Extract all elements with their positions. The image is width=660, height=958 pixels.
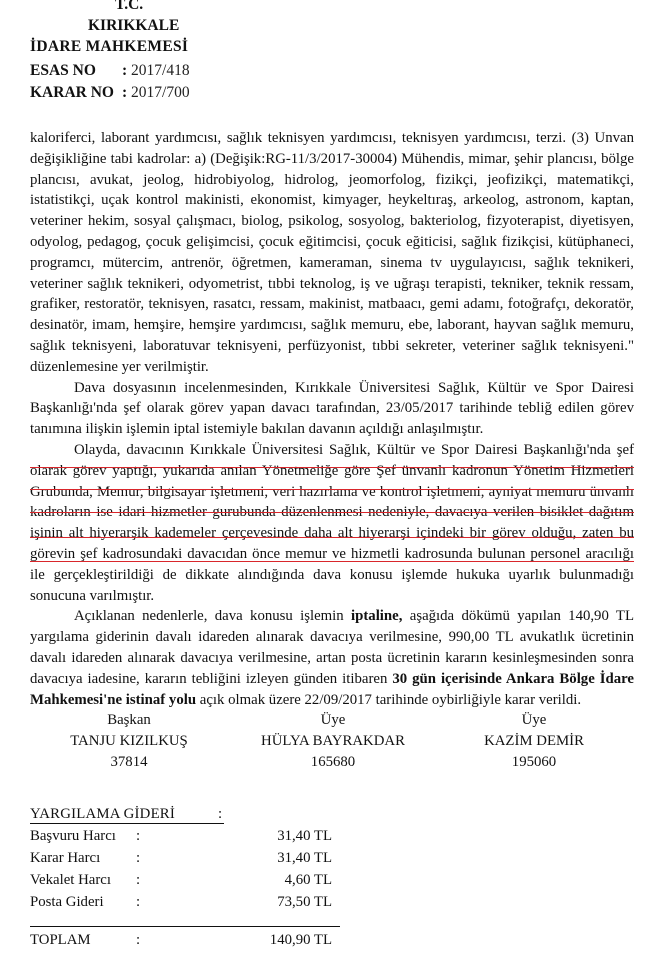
esas-no-value: 2017/418 <box>131 62 190 79</box>
cost-colon: : <box>136 894 141 910</box>
header-line-court: İDARE MAHKEMESİ <box>30 38 189 55</box>
red-underline-1 <box>30 467 634 468</box>
verdict-text-3: açık olmak üzere 22/09/2017 tarihinde oybirliğiyle karar verildi. <box>196 691 582 708</box>
total-name: TOPLAM <box>30 932 91 948</box>
cost-name: Vekalet Harcı <box>30 872 111 888</box>
cost-amount: 31,40 TL <box>277 828 332 844</box>
header-line-tc: T.C. <box>115 0 144 13</box>
cost-amount: 31,40 TL <box>277 850 332 866</box>
signature-name: TANJU KIZILKUŞ <box>70 733 188 749</box>
red-underline-3 <box>30 512 634 513</box>
cost-colon: : <box>136 872 141 888</box>
verdict-iptal: iptaline, <box>351 608 403 625</box>
cost-total-row <box>30 932 350 952</box>
signature-number: 37814 <box>110 754 148 770</box>
cost-row <box>30 828 350 848</box>
cost-name: Karar Harcı <box>30 850 101 866</box>
signature-role: Üye <box>521 712 547 728</box>
signature-name: HÜLYA BAYRAKDAR <box>261 733 405 749</box>
signature-member-2 <box>434 712 634 771</box>
karar-no-colon: : <box>122 84 132 101</box>
cost-row <box>30 872 350 892</box>
total-divider <box>30 926 340 927</box>
karar-no-row <box>30 84 190 102</box>
cost-amount: 4,60 TL <box>284 872 332 888</box>
paragraph-assessment: Olayda, davacının Kırıkkale Üniversitesi Sağlık, Kültür ve Spor Dairesi Başkanlığı'nda şef olarak görev yaptığı, yukarıda anılan Yönetmeliğe göre Şef ünvanlı kadronun Yönetim Hizmetleri Grubunda, Memur, bilgisayar işletmeni, veri hazırlama ve kontrol işletmeni, ayniyat memuru ünvanlı kadroların ise idari hizmetler gurubunda düzenlenmesi nedeniyle, davacıya verilen bisiklet dağıtım işinin alt hiyerarşik kademeler çerçevesinde daha alt hiyerarşi içindeki bir görev olduğu, zaten bu görevin şef kadrosundaki davacıdan önce memur ve hizmetli kadrosunda bulunan personel aracılığı ile gerçekleştirildiği de dikkate alındığında dava konusu işlemde hukuka uyarlık bulunmadığı sonucuna varılmıştır. <box>30 441 634 604</box>
esas-no-colon: : <box>122 62 132 79</box>
signature-role: Üye <box>320 712 346 728</box>
esas-no-label: ESAS NO <box>30 62 96 79</box>
signature-number: 195060 <box>511 754 557 770</box>
verdict-text-2: aşağıda dökümü yapılan 140,90 TL yargılama giderinin davalı idareden alınarak davacıya verilmesine, 990,00 TL avukatlık ücretinin davalı idareden alınarak davacıya verilmesine, artan posta ücretinin kararın kesinleşmesinden sonra davacıya iadesine, kararın tebliğini izleyen günden itibaren <box>30 608 634 687</box>
cost-name: Posta Gideri <box>30 894 104 910</box>
verdict-text-1: Açıklanan nedenlerle, dava konusu işlemin <box>74 608 352 625</box>
red-underline-2 <box>30 489 634 490</box>
signature-role: Başkan <box>107 712 151 728</box>
signature-president <box>29 712 229 771</box>
cost-colon: : <box>136 828 141 844</box>
cost-name: Başvuru Harcı <box>30 828 116 844</box>
red-underline-5 <box>30 561 634 562</box>
red-underline-4 <box>30 537 634 538</box>
cost-colon: : <box>136 850 141 866</box>
costs-title: YARGILAMA GİDERİ <box>30 806 224 824</box>
costs-title-colon: : <box>218 806 223 822</box>
signature-member-1 <box>233 712 433 771</box>
karar-no-label: KARAR NO <box>30 84 114 101</box>
cost-amount: 73,50 TL <box>277 894 332 910</box>
total-amount: 140,90 TL <box>269 932 332 948</box>
paragraph-verdict <box>30 606 634 710</box>
signature-number: 165680 <box>310 754 356 770</box>
cost-row <box>30 850 350 870</box>
paragraph-regulation: kaloriferci, laborant yardımcısı, sağlık teknisyen yardımcısı, teknisyen yardımcısı, terzi. (3) Unvan değişikliğine tabi kadrolar: a) (Değişik:RG-11/3/2017-30004) Mühendis, mimar, şehir plancısı, bölge plancısı, avukat, jeolog, hidrobiyolog, hidrolog, jeomorfolog, fizikçi, jeofizikçi, matematikçi, istatistikçi, uçak kontrol makinisti, ekonomist, kimyager, heykeltıraş, arkeolog, astronom, kaptan, veteriner hekim, sosyal çalışmacı, biolog, psikolog, sosyolog, bakteriolog, fizyoterapist, diyetisyen, odyolog, pedagog, çocuk gelişimcisi, çocuk eğitimcisi, çocuk eğiticisi, sağlık fizikçisi, kütüphaneci, programcı, mütercim, antrenör, öğretmen, kameraman, sinema tv uygulayıcısı, sağlık teknikeri, veteriner sağlık teknikeri, odyometrist, tıbbi teknolog, iş ve uğraşı terapisti, tekniker, teknik ressam, grafiker, restoratör, teknisyen, rasatcı, ressam, makinist, matbaacı, gemi adamı, fotoğrafçı, dekoratör, desinatör, imam, hemşire, hemşire yardımcısı, sağlık memuru, ebe, laborant, hayvan sağlık memuru, sağlık teknisyeni, laboratuvar teknisyeni, perfüzyonist, tıbbi sekreter, veteriner sağlık teknisyeni." düzenlemesine yer verilmiştir. <box>30 130 634 375</box>
paragraph-case-file: Dava dosyasının incelenmesinden, Kırıkkale Üniversitesi Sağlık, Kültür ve Spor Dairesi Başkanlığı'nda şef olarak görev yapan davacı tarafından, 23/05/2017 tarihinde tebliğ edilen görev tanımına ilişkin işlemin iptal istemiyle bakılan davanın açıldığı anlaşılmıştır. <box>30 379 634 438</box>
esas-no-row <box>30 62 190 80</box>
header-line-city: KIRIKKALE <box>88 17 180 34</box>
cost-row <box>30 894 350 914</box>
verdict-appeal: 30 gün içerisinde Ankara Bölge İdare Mahkemesi'ne istinaf yolu <box>30 670 635 708</box>
signature-name: KAZİM DEMİR <box>484 733 584 749</box>
karar-no-value: 2017/700 <box>131 84 190 101</box>
decision-body <box>30 128 634 710</box>
total-colon: : <box>136 932 141 948</box>
